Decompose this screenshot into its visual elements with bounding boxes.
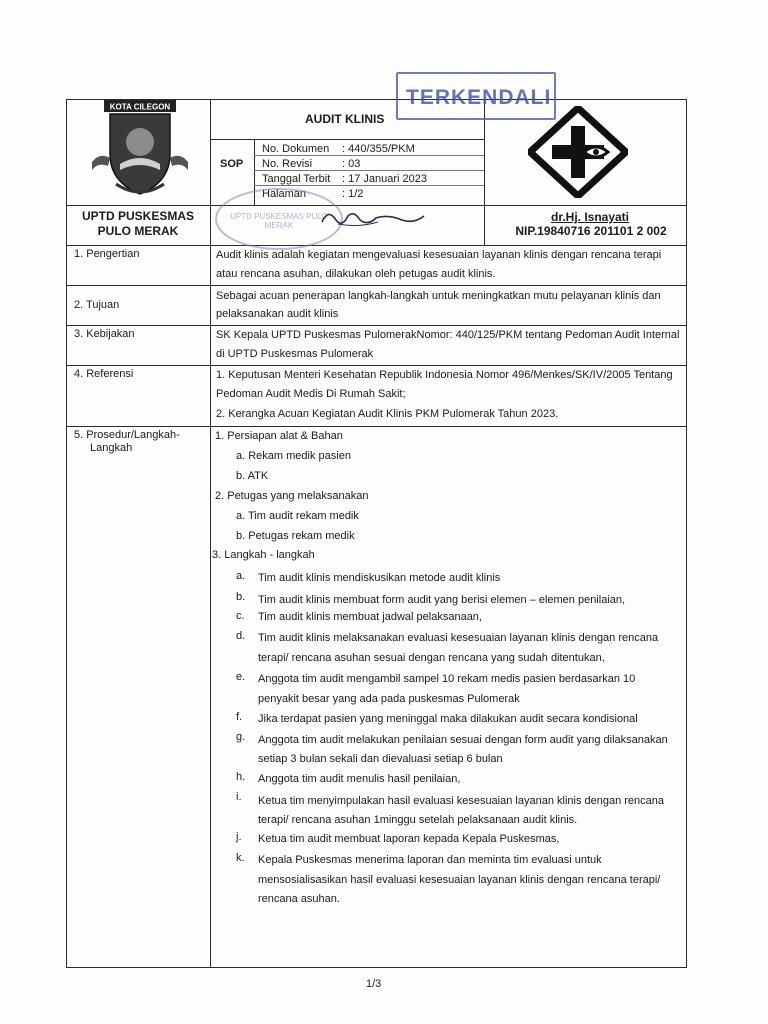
step-a-text: Tim audit klinis mendiskusikan metode audit klinis bbox=[258, 572, 501, 584]
page-value: : 1/2 bbox=[342, 188, 364, 200]
section-persiapan: 1. Persiapan alat & Bahan bbox=[215, 430, 343, 442]
revision-label: No. Revisi bbox=[262, 158, 313, 170]
date-value: : 17 Januari 2023 bbox=[342, 173, 428, 185]
step-k-text-1: Kepala Puskesmas menerima laporan dan meminta tim evaluasi untuk bbox=[258, 854, 602, 866]
row-line-4 bbox=[66, 426, 687, 427]
page-number: 1/3 bbox=[366, 978, 382, 990]
row-label-kebijakan: 3. Kebijakan bbox=[74, 328, 135, 340]
row-label-prosedur-1: 5. Prosedur/Langkah- bbox=[74, 429, 180, 441]
body-column-divider bbox=[210, 245, 211, 967]
puskesmas-logo bbox=[528, 106, 628, 198]
row-text-pengertian-1: Audit klinis adalah kegiatan mengevaluasi kesesuaian layanan klinis dengan rencana terapi bbox=[216, 249, 662, 261]
row-text-referensi-3: 2. Kerangka Acuan Kegiatan Audit Klinis PKM Pulomerak Tahun 2023. bbox=[216, 408, 559, 420]
step-e-text-2: penyakit besar yang ada pada puskesmas Pulomerak bbox=[258, 693, 520, 705]
row-text-pengertian-2: atau rencana asuhan, dilakukan oleh petugas audit klinis. bbox=[216, 268, 496, 280]
date-label: Tanggal Terbit bbox=[262, 173, 331, 185]
doc-number-label: No. Dokumen bbox=[262, 143, 330, 155]
step-g-marker: g. bbox=[236, 731, 246, 743]
section-petugas: 2. Petugas yang melaksanakan bbox=[215, 490, 369, 502]
step-a-marker: a. bbox=[236, 570, 246, 582]
step-f-marker: f. bbox=[236, 711, 243, 723]
row-label-prosedur-2: Langkah bbox=[90, 442, 133, 454]
persiapan-item-a: a. Rekam medik pasien bbox=[236, 450, 351, 462]
step-i-text-1: Ketua tim menyimpulakan hasil evaluasi kesesuaian layanan klinis dengan rencana bbox=[258, 795, 665, 807]
frame-right bbox=[686, 99, 687, 967]
row-text-kebijakan-2: di UPTD Puskesmas Pulomerak bbox=[216, 348, 374, 360]
step-j-text: Ketua tim audit membuat laporan kepada Kepala Puskesmas, bbox=[258, 833, 560, 845]
controlled-stamp: TERKENDALI bbox=[396, 72, 556, 120]
step-b-marker: b. bbox=[236, 591, 246, 603]
step-k-text-2: mensosialisasikan hasil evaluasi kesesuaian layanan klinis dengan rencana terapi/ bbox=[258, 874, 661, 886]
step-k-text-3: rencana asuhan. bbox=[258, 893, 340, 905]
row-label-pengertian: 1. Pengertian bbox=[74, 248, 140, 260]
step-c-marker: c. bbox=[236, 610, 245, 622]
row-label-tujuan: 2. Tujuan bbox=[74, 299, 120, 311]
step-c-text: Tim audit klinis membuat jadwal pelaksanaan, bbox=[258, 611, 482, 623]
title-divider bbox=[210, 139, 484, 140]
row-label-referensi: 4. Referensi bbox=[74, 368, 134, 380]
step-h-marker: h. bbox=[236, 771, 246, 783]
petugas-item-a: a. Tim audit rekam medik bbox=[236, 510, 359, 522]
persiapan-item-b: b. ATK bbox=[236, 470, 269, 482]
row-text-tujuan-1: Sebagai acuan penerapan langkah-langkah untuk meningkatkan mutu pelayanan klinis dan bbox=[216, 290, 661, 302]
step-j-marker: j. bbox=[236, 831, 242, 843]
step-e-text-1: Anggota tim audit mengambil sampel 10 rekam medis pasien berdasarkan 10 bbox=[258, 673, 636, 685]
step-b-text: Tim audit klinis membuat form audit yang berisi elemen – elemen penilaian, bbox=[258, 594, 626, 606]
logo-banner-text: KOTA CILEGON bbox=[109, 102, 171, 112]
signature bbox=[318, 200, 428, 234]
row-text-kebijakan-1: SK Kepala UPTD Puskesmas PulomerakNomor: 440/125/PKM tentang Pedoman Audit Internal bbox=[216, 329, 680, 341]
sop-line-2 bbox=[254, 170, 484, 171]
sop-label: SOP bbox=[220, 158, 244, 170]
official-round-stamp: UPTD PUSKESMAS PULO MERAK bbox=[215, 188, 343, 250]
step-e-marker: e. bbox=[236, 671, 246, 683]
step-d-marker: d. bbox=[236, 630, 246, 642]
header-divider-2 bbox=[484, 99, 485, 245]
city-logo bbox=[86, 100, 194, 202]
signer-nip: NIP.19840716 201101 2 002 bbox=[515, 224, 667, 238]
step-h-text: Anggota tim audit menulis hasil penilaian, bbox=[258, 773, 461, 785]
org-name-line1: UPTD PUSKESMAS bbox=[81, 209, 194, 223]
row-text-tujuan-2: pelaksanakan audit klinis bbox=[216, 308, 339, 320]
petugas-item-b: b. Petugas rekam medik bbox=[236, 530, 355, 542]
step-f-text: Jika terdapat pasien yang meninggal maka dilakukan audit secara kondisional bbox=[258, 713, 638, 725]
step-d-text-2: terapi/ rencana asuhan sesuai dengan rencana yang sudah ditentukan, bbox=[258, 652, 605, 664]
signer-name: dr.Hj. Isnayati bbox=[550, 210, 630, 224]
step-i-text-2: terapi/ rencana asuhan 1minggu setelah pelaksanaan audit klinis. bbox=[258, 814, 578, 826]
step-g-text-2: setiap 3 bulan sekali dan dievaluasi setiap 6 bulan bbox=[258, 753, 503, 765]
page-label: Halaman bbox=[262, 188, 307, 200]
row-text-referensi-2: Pedoman Audit Medis Di Rumah Sakit; bbox=[216, 388, 406, 400]
doc-number-value: : 440/355/PKM bbox=[342, 143, 415, 155]
frame-bottom bbox=[66, 967, 687, 968]
sop-line-3 bbox=[254, 185, 484, 186]
step-k-marker: k. bbox=[236, 852, 245, 864]
step-d-text-1: Tim audit klinis melaksanakan evaluasi kesesuaian layanan klinis dengan rencana bbox=[258, 632, 659, 644]
org-name-line2: PULO MERAK bbox=[97, 224, 179, 238]
sop-line-1 bbox=[254, 155, 484, 156]
section-langkah: 3. Langkah - langkah bbox=[212, 549, 315, 561]
step-g-text-1: Anggota tim audit melakukan penilaian sesuai dengan form audit yang dilaksanakan bbox=[258, 734, 668, 746]
header-divider-1 bbox=[210, 99, 211, 245]
step-i-marker: i. bbox=[236, 791, 242, 803]
revision-value: : 03 bbox=[342, 158, 361, 170]
row-text-referensi-1: 1. Keputusan Menteri Kesehatan Republik Indonesia Nomor 496/Menkes/SK/IV/2005 Tentang bbox=[216, 369, 673, 381]
frame-left bbox=[66, 99, 67, 967]
doc-title: AUDIT KLINIS bbox=[305, 112, 385, 126]
